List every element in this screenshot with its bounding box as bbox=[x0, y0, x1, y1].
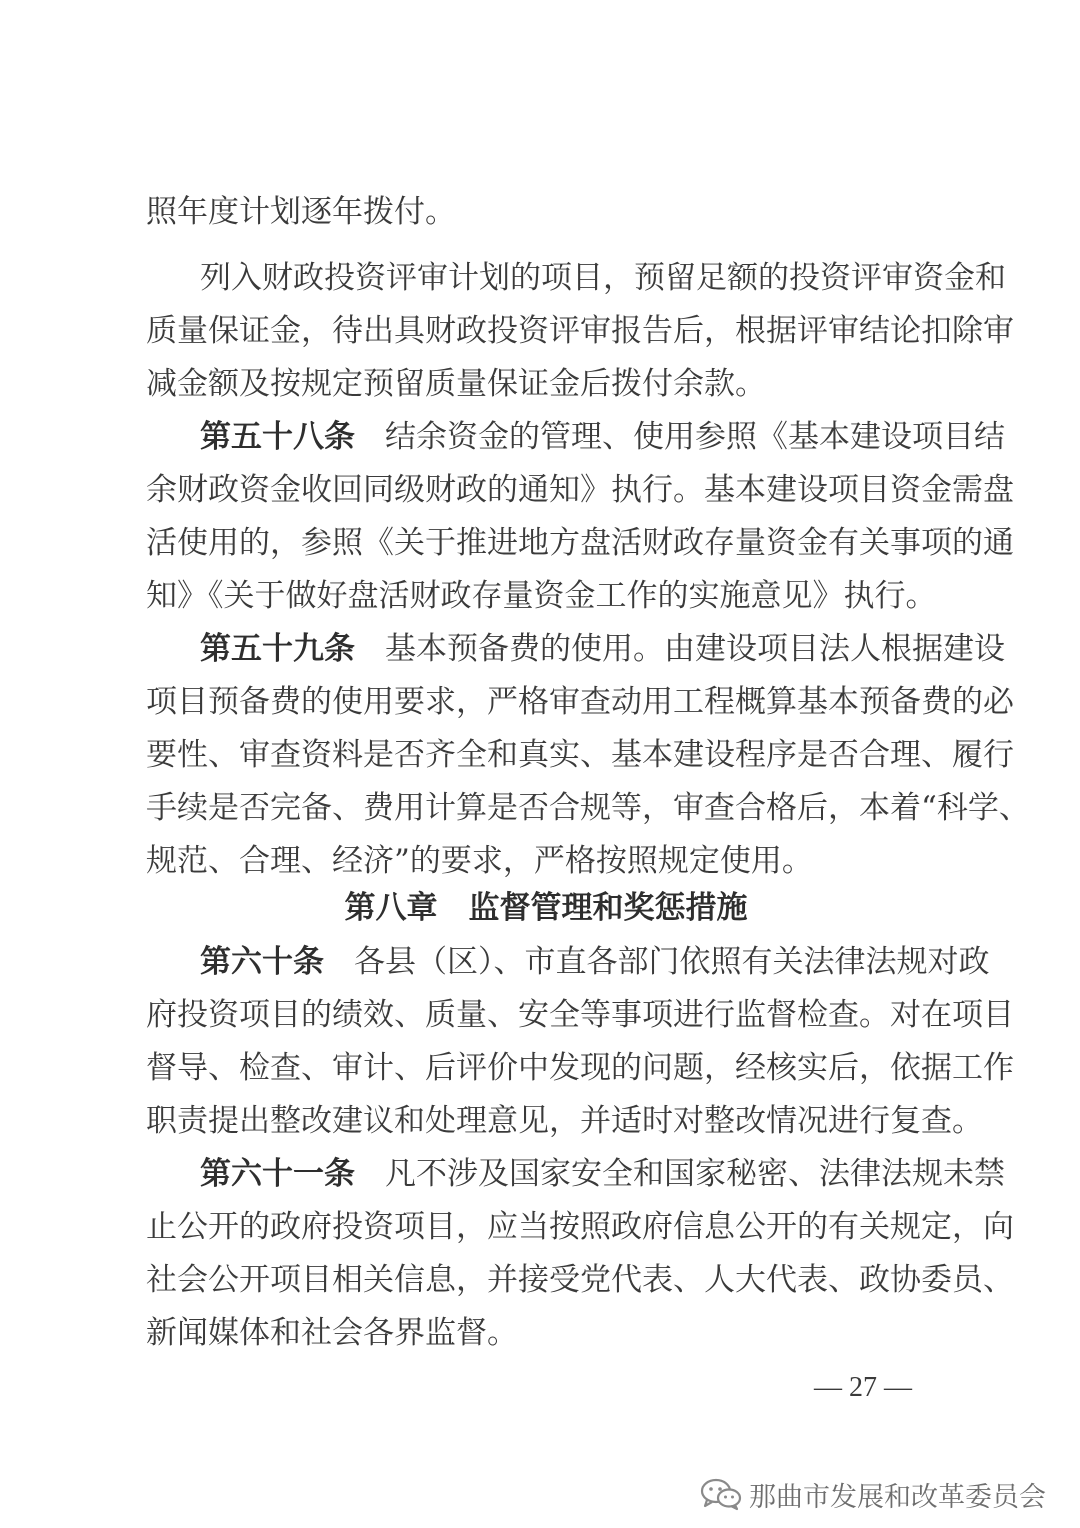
paragraph-line: 质量保证金，待出具财政投资评审报告后，根据评审结论扣除审 bbox=[146, 313, 1014, 349]
paragraph-line: 社会公开项目相关信息，并接受党代表、人大代表、政协委员、 bbox=[146, 1262, 1014, 1298]
article-58-line bbox=[200, 417, 1005, 457]
paragraph-line: 结余资金的管理、使用参照《基本建设项目结 bbox=[385, 419, 1005, 455]
paragraph-line: 活使用的，参照《关于推进地方盘活财政存量资金有关事项的通 bbox=[146, 525, 1014, 561]
paragraph-line: 照年度计划逐年拨付。 bbox=[146, 194, 456, 230]
source-watermark bbox=[699, 1474, 1046, 1514]
article-59-line bbox=[200, 629, 1005, 669]
paragraph-line: 府投资项目的绩效、质量、安全等事项进行监督检查。对在项目 bbox=[146, 997, 1014, 1033]
paragraph-line: 要性、审查资料是否齐全和真实、基本建设程序是否合理、履行 bbox=[146, 737, 1014, 773]
article-60-title: 第六十条 bbox=[200, 944, 324, 980]
chapter-heading: 第八章 监督管理和奖惩措施 bbox=[344, 890, 748, 926]
article-60-line bbox=[200, 942, 990, 982]
paragraph-line: 余财政资金收回同级财政的通知》执行。基本建设项目资金需盘 bbox=[146, 472, 1014, 508]
paragraph-line: 督导、检查、审计、后评价中发现的问题，经核实后，依据工作 bbox=[146, 1050, 1014, 1086]
article-61-title: 第六十一条 bbox=[200, 1156, 355, 1192]
wechat-icon bbox=[699, 1477, 743, 1511]
paragraph-line: 新闻媒体和社会各界监督。 bbox=[146, 1315, 518, 1351]
paragraph-line: 基本预备费的使用。由建设项目法人根据建设 bbox=[385, 631, 1005, 667]
article-61-line bbox=[200, 1154, 1005, 1194]
paragraph-line: 止公开的政府投资项目，应当按照政府信息公开的有关规定，向 bbox=[146, 1209, 1014, 1245]
paragraph-line: 凡不涉及国家安全和国家秘密、法律法规未禁 bbox=[385, 1156, 1005, 1192]
paragraph-line: 知》《关于做好盘活财政存量资金工作的实施意见》执行。 bbox=[146, 578, 937, 614]
article-58-title: 第五十八条 bbox=[200, 419, 355, 455]
paragraph-line: 减金额及按规定预留质量保证金后拨付余款。 bbox=[146, 366, 766, 402]
paragraph-line: 列入财政投资评审计划的项目，预留足额的投资评审资金和 bbox=[200, 260, 1006, 296]
article-59-title: 第五十九条 bbox=[200, 631, 355, 667]
page-number: — 27 — bbox=[814, 1372, 912, 1403]
paragraph-line: 手续是否完备、费用计算是否合规等，审查合格后，本着“科学、 bbox=[146, 790, 1030, 826]
paragraph-line: 项目预备费的使用要求，严格审查动用工程概算基本预备费的必 bbox=[146, 684, 1014, 720]
paragraph-line: 职责提出整改建议和处理意见，并适时对整改情况进行复查。 bbox=[146, 1103, 983, 1139]
paragraph-line: 各县（区）、市直各部门依照有关法律法规对政 bbox=[354, 944, 990, 980]
watermark-text: 那曲市发展和改革委员会 bbox=[749, 1481, 1046, 1513]
paragraph-line: 规范、合理、经济”的要求，严格按照规定使用。 bbox=[146, 843, 813, 879]
